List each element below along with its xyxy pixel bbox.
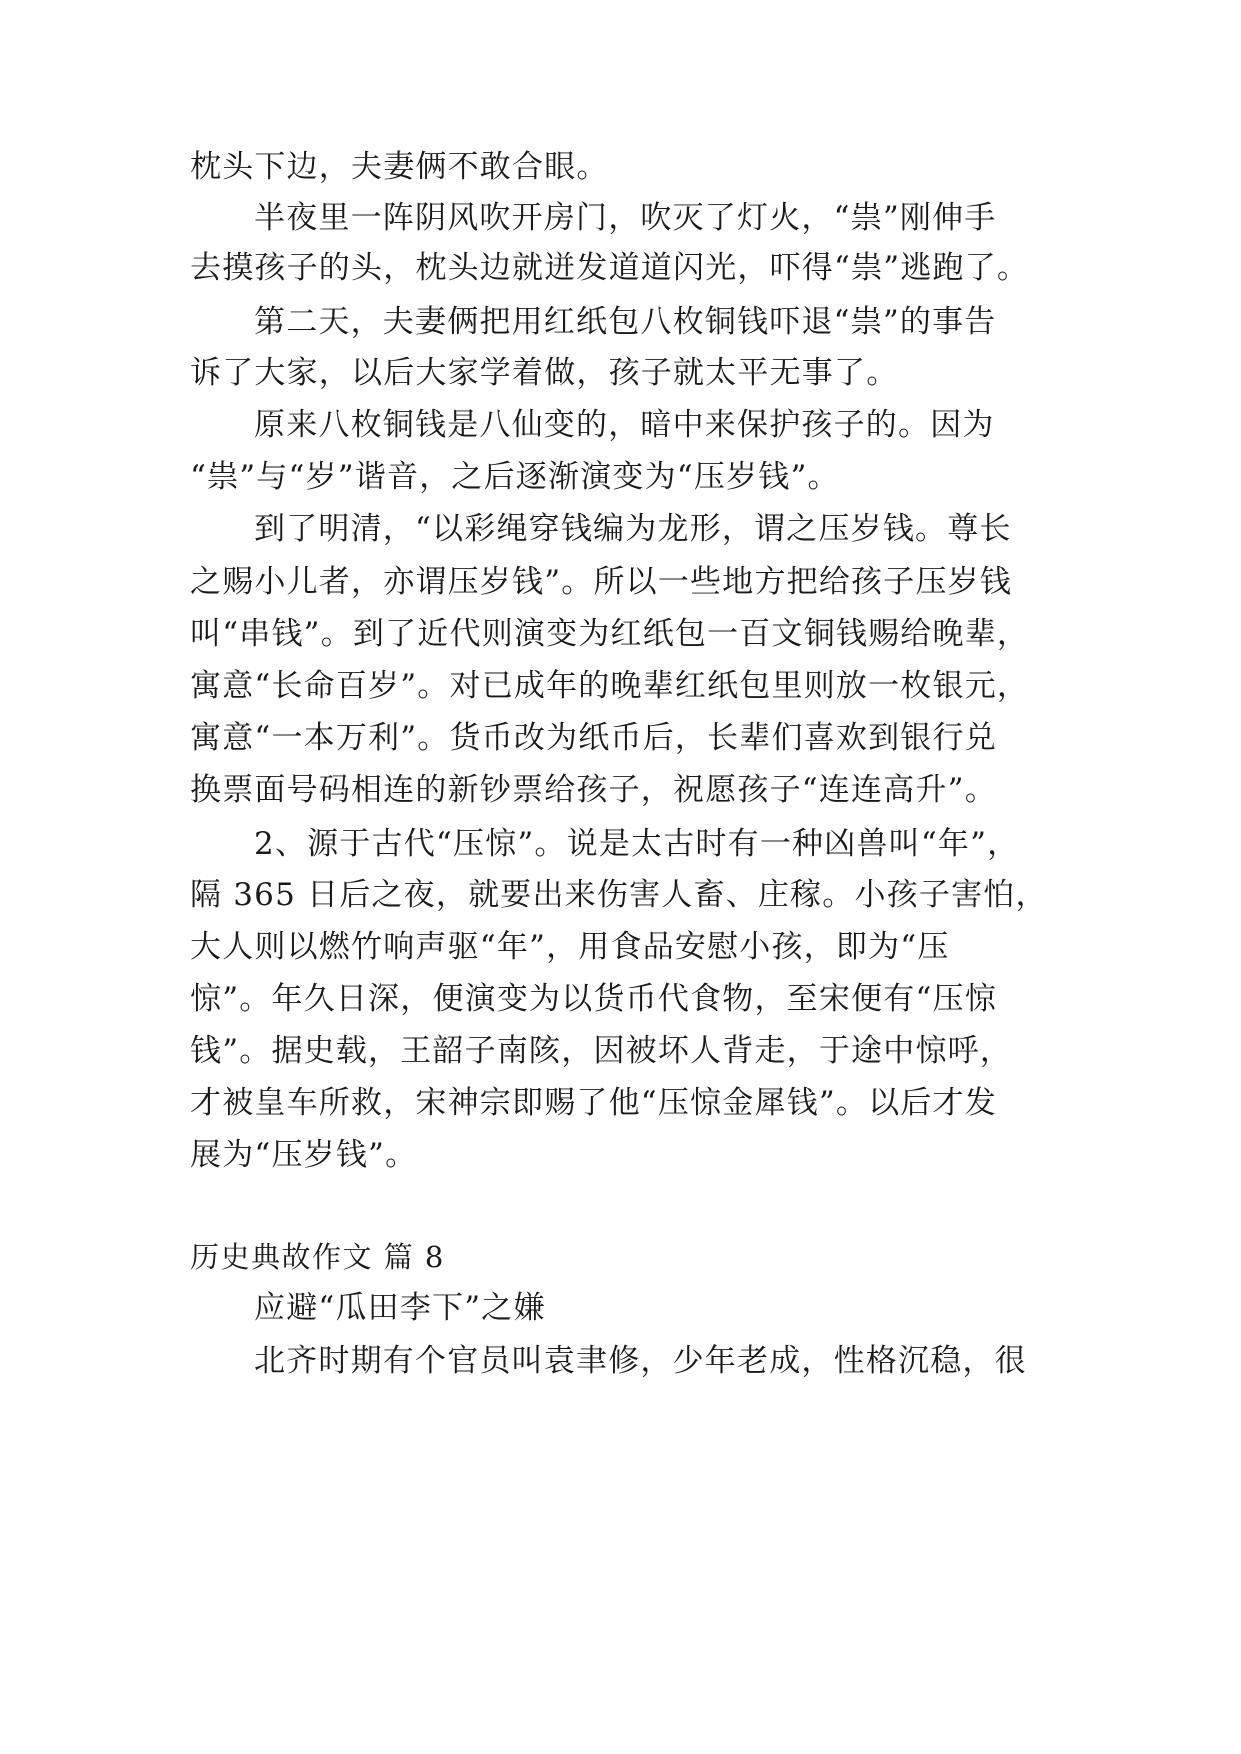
text-line: 去摸孩子的头，枕头边就迸发道道闪光，吓得“祟”逃跑了。: [190, 250, 1030, 286]
text-line: 第二天，夫妻俩把用红纸包八枚铜钱吓退“祟”的事告: [254, 304, 997, 340]
article-title: 应避“瓜田李下”之嫌: [254, 1290, 546, 1326]
text-line: 到了明清，“以彩绳穿钱编为龙形，谓之压岁钱。尊长: [254, 511, 1012, 547]
text-line: 北齐时期有个官员叫袁聿修，少年老成，性格沉稳，很: [254, 1343, 1027, 1379]
text-line: 隔 365 日后之夜，就要出来伤害人畜、庄稼。小孩子害怕，: [190, 877, 1048, 913]
text-line: 钱”。据史载，王韶子南陔，因被坏人背走，于途中惊呼，: [190, 1033, 1013, 1069]
text-line: 半夜里一阵阴风吹开房门，吹灭了灯火，“祟”刚伸手: [254, 200, 997, 236]
text-line: 原来八枚铜钱是八仙变的，暗中来保护孩子的。因为: [254, 407, 995, 443]
text-line: “祟”与“岁”谐音，之后逐渐演变为“压岁钱”。: [190, 459, 840, 495]
text-line: 枕头下边，夫妻俩不敢合眼。: [190, 149, 609, 185]
text-line: 2、源于古代“压惊”。说是太古时有一种凶兽叫“年”，: [254, 826, 1020, 862]
text-line: 之赐小儿者，亦谓压岁钱”。所以一些地方把给孩子压岁钱: [190, 564, 1013, 600]
text-line: 展为“压岁钱”。: [190, 1137, 418, 1173]
text-line: 叫“串钱”。到了近代则演变为红纸包一百文铜钱赐给晚辈，: [190, 616, 1030, 652]
text-line: 大人则以燃竹响声驱“年”，用食品安慰小孩，即为“压: [190, 929, 950, 965]
text-line: 寓意“长命百岁”。对已成年的晚辈红纸包里则放一枚银元，: [190, 668, 1030, 704]
section-heading: 历史典故作文 篇 8: [190, 1240, 445, 1274]
text-line: 惊”。年久日深，便演变为以货币代食物，至宋便有“压惊: [190, 981, 997, 1017]
text-line: 才被皇车所救，宋神宗即赐了他“压惊金犀钱”。以后才发: [190, 1085, 997, 1121]
text-line: 寓意“一本万利”。货币改为纸币后，长辈们喜欢到银行兑: [190, 720, 997, 756]
text-line: 诉了大家，以后大家学着做，孩子就太平无事了。: [190, 355, 899, 391]
text-line: 换票面号码相连的新钞票给孩子，祝愿孩子“连连高升”。: [190, 772, 997, 808]
